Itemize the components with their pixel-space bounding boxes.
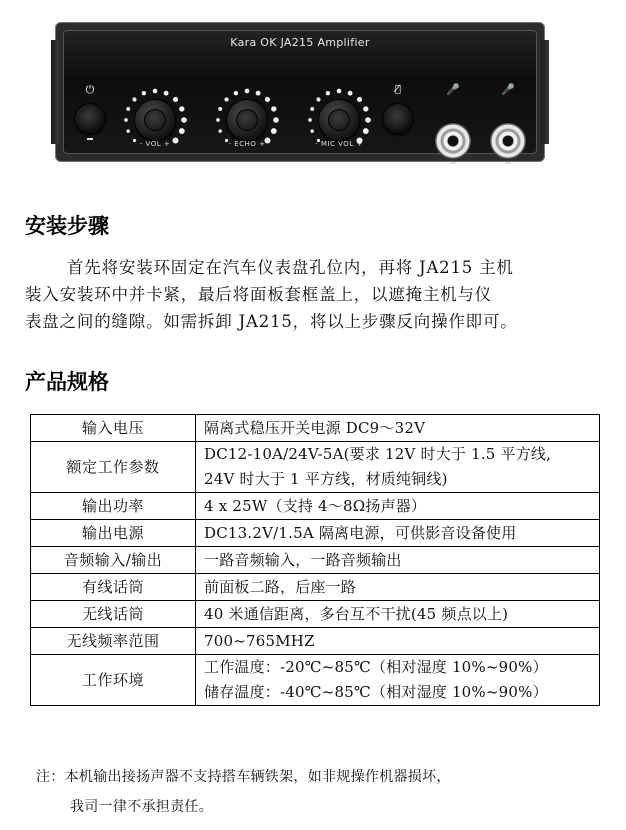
led-dot	[337, 89, 342, 94]
led-dot	[310, 107, 314, 111]
table-row	[31, 415, 600, 442]
spec-key: 无线话筒	[31, 601, 196, 628]
microphone-icon: 🎤	[446, 83, 460, 96]
vol-knob-label: - VOL +	[139, 140, 171, 148]
table-row	[31, 601, 600, 628]
table-row	[31, 628, 600, 655]
amplifier-front-panel	[55, 22, 545, 162]
mic-jack-1-indicator	[450, 162, 456, 164]
table-row	[31, 493, 600, 520]
mic-jack-1[interactable]	[435, 123, 471, 159]
spec-key: 无线频率范围	[31, 628, 196, 655]
led-dot	[348, 91, 353, 96]
mic-mute-button[interactable]	[383, 104, 413, 134]
spec-key: 有线话筒	[31, 574, 196, 601]
power-indicator	[87, 138, 93, 140]
vol-knob-cap	[135, 100, 175, 140]
table-row	[31, 442, 600, 493]
led-dot	[326, 91, 330, 95]
led-dot	[316, 97, 320, 101]
spec-key: 输出电源	[31, 520, 196, 547]
led-dot	[164, 91, 169, 96]
specs-heading: 产品规格	[25, 370, 109, 394]
mic-jack-2[interactable]	[490, 123, 526, 159]
spec-key: 工作环境	[31, 655, 196, 706]
power-button[interactable]	[75, 104, 105, 134]
spec-key: 输出功率	[31, 493, 196, 520]
led-dot	[218, 107, 222, 111]
spec-key: 音频输入/输出	[31, 547, 196, 574]
panel-right-bracket	[541, 40, 549, 144]
spec-value: DC13.2V/1.5A 隔离电源，可供影音设备使用	[196, 520, 600, 547]
table-row	[31, 574, 600, 601]
led-dot	[234, 91, 238, 95]
spec-value: 隔离式稳压开关电源 DC9～32V	[196, 415, 600, 442]
mic-vol-knob-label: - MIC VOL +	[315, 140, 363, 148]
panel-title: Kara OK JA215 Amplifier	[230, 36, 370, 49]
note-line-2: 我司一律不承担责任。	[70, 799, 213, 815]
echo-knob-label: - ECHO +	[228, 140, 266, 148]
spec-value-line: 储存温度：-40℃~85℃（相对湿度 10%~90%）	[204, 683, 548, 701]
table-row	[31, 655, 600, 706]
led-dot	[153, 89, 158, 94]
spec-value-line: 24V 时大于 1 平方线，材质纯铜线)	[204, 470, 448, 488]
power-icon: ⏻	[85, 83, 95, 96]
specs-table	[30, 414, 600, 706]
led-dot	[179, 106, 184, 111]
spec-value: 40 米通信距离，多台互不干扰(45 频点以上)	[196, 601, 600, 628]
table-row	[31, 520, 600, 547]
spec-value-line: DC12-10A/24V-5A(要求 12V 时大于 1.5 平方线,	[204, 445, 552, 463]
led-dot	[273, 117, 279, 123]
led-dot	[308, 118, 312, 122]
led-dot	[224, 97, 228, 101]
led-dot	[365, 117, 371, 123]
led-dot	[265, 97, 270, 102]
mic-jack-2-indicator	[505, 162, 511, 164]
led-dot	[256, 91, 261, 96]
led-dot	[357, 97, 362, 102]
spec-value: 前面板二路，后座一路	[196, 574, 600, 601]
spec-key: 额定工作参数	[31, 442, 196, 493]
table-row	[31, 547, 600, 574]
led-dot	[310, 129, 313, 132]
led-dot	[142, 91, 146, 95]
led-dot	[363, 128, 369, 134]
spec-key: 输入电压	[31, 415, 196, 442]
spec-value	[196, 655, 600, 706]
install-heading: 安装步骤	[25, 214, 109, 238]
microphone-icon: 🎤	[501, 83, 515, 96]
led-dot	[126, 129, 129, 132]
led-dot	[363, 106, 368, 111]
led-dot	[124, 118, 128, 122]
mic-vol-knob-cap	[319, 100, 359, 140]
led-dot	[132, 97, 136, 101]
install-line: 装入安装环中并卡紧，最后将面板套框盖上，以遮掩主机与仪	[25, 285, 493, 304]
led-dot	[126, 107, 130, 111]
panel-left-bracket	[51, 40, 59, 144]
install-paragraph	[25, 254, 605, 335]
led-dot	[181, 117, 187, 123]
note-line-1: 注：本机输出接扬声器不支持搭车辆铁架，如非规操作机器损坏，	[36, 769, 451, 785]
spec-value-line: 工作温度：-20℃~85℃（相对湿度 10%~90%）	[204, 658, 548, 676]
led-dot	[218, 129, 221, 132]
led-dot	[179, 128, 185, 134]
install-line: 首先将安装环固定在汽车仪表盘孔位内，再将 JA215 主机	[67, 258, 514, 277]
led-dot	[245, 89, 250, 94]
spec-value: 700~765MHZ	[196, 628, 600, 655]
led-dot	[271, 128, 277, 134]
spec-value: 一路音频输入，一路音频输出	[196, 547, 600, 574]
led-dot	[216, 118, 220, 122]
install-line: 表盘之间的缝隙。如需拆卸 JA215，将以上步骤反向操作即可。	[25, 312, 518, 331]
mute-mic-icon: 🎙̸	[394, 84, 401, 95]
echo-knob-cap	[227, 100, 267, 140]
led-dot	[173, 97, 178, 102]
led-dot	[271, 106, 276, 111]
spec-value: 4 x 25W（支持 4～8Ω扬声器）	[196, 493, 600, 520]
spec-value	[196, 442, 600, 493]
